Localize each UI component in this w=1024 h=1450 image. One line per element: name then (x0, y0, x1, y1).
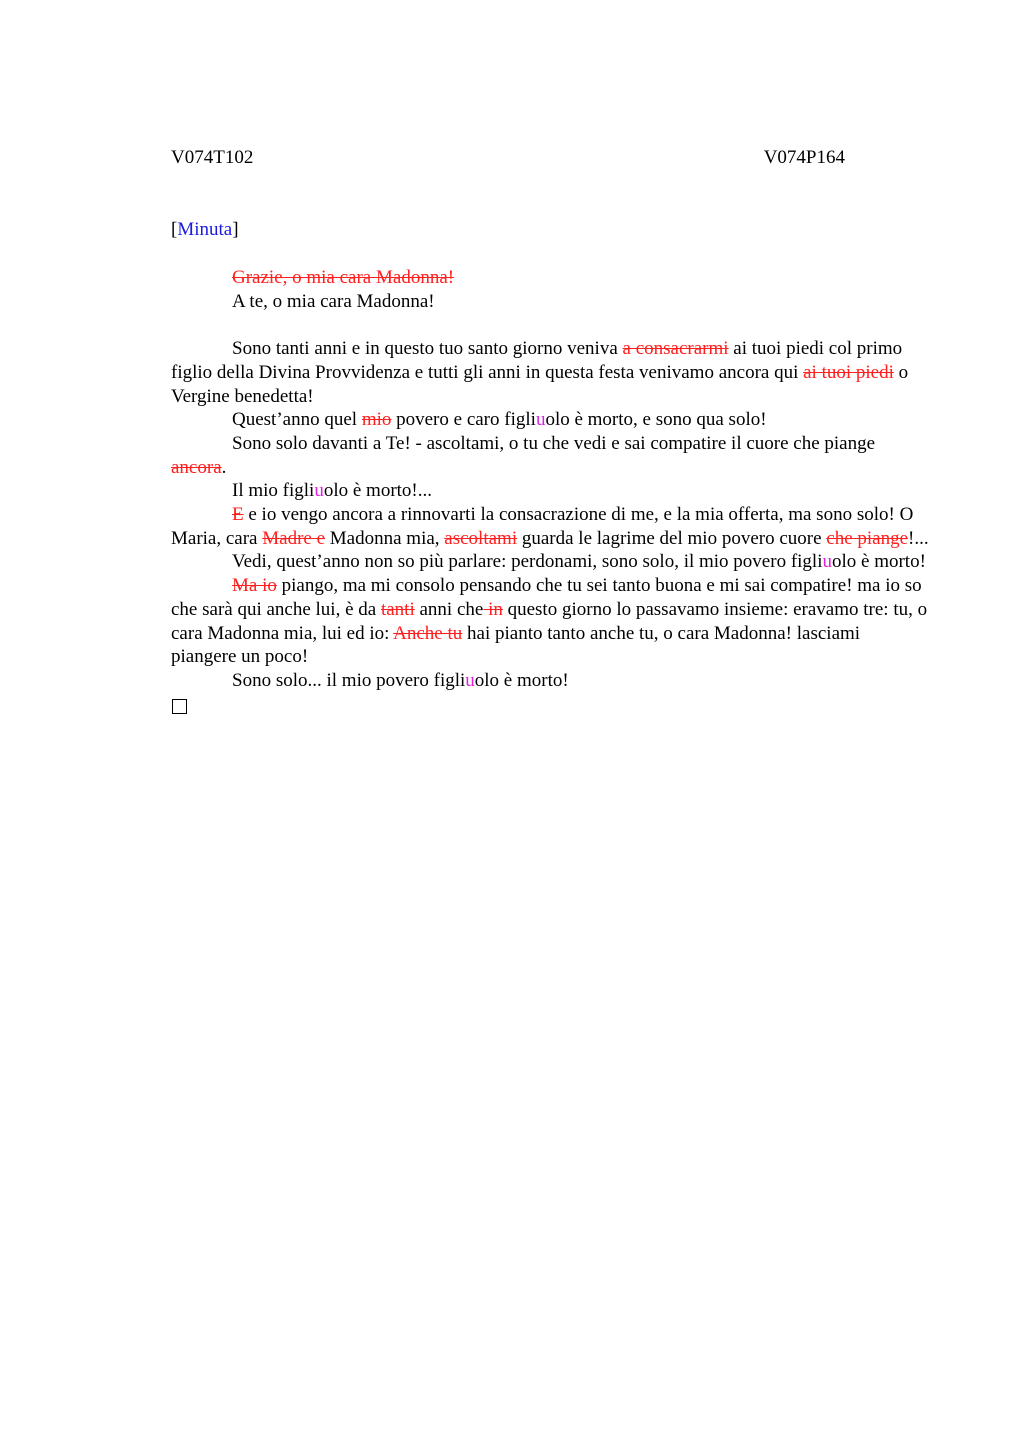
deleted-text: tanti (380, 598, 415, 620)
deleted-text: ancora (171, 456, 222, 478)
document-code: V074T102 (171, 147, 254, 168)
text-run: e io vengo ancora a rinnovarti la consacrazione di me, e la mia offerta, ma sono solo! O Maria, cara (171, 504, 914, 549)
title-deleted (171, 266, 929, 290)
title-line (171, 290, 929, 314)
inserted-letter: u (822, 551, 832, 573)
letter-body (171, 266, 929, 714)
paragraph-4 (171, 479, 929, 503)
inserted-letter: u (314, 480, 324, 502)
text-run: olo è morto, e sono qua solo! (545, 409, 767, 431)
inserted-letter: u (535, 409, 546, 431)
paragraph-8 (171, 669, 929, 693)
paragraph-7 (171, 574, 929, 669)
text-run: hai pianto tanto anche tu, o cara Madonna! lasciami piangere un poco! (171, 622, 861, 668)
paragraph-5 (171, 503, 929, 550)
title-text: A te, o mia cara Madonna! (232, 290, 435, 312)
deleted-text: mio (361, 409, 392, 431)
text-run: questo giorno lo passavamo insieme: eravamo tre: tu, o cara Madonna mia, lui ed io: (171, 598, 928, 644)
section-label-text: Minuta (177, 219, 233, 240)
text-run: anni che (414, 598, 484, 620)
text-run: Sono solo davanti a Te! - ascoltami, o tu che vedi e sai compatire il cuore che piange (232, 432, 876, 454)
inserted-letter: u (465, 669, 475, 691)
text-run: piango, ma mi consolo pensando che tu sei tanto buona e mi sai compatire! ma io so che sarà qui anche lui, è da (171, 575, 922, 620)
bracket-close: ] (232, 219, 239, 240)
text-run: Quest’anno quel (232, 409, 362, 431)
text-run: !... (908, 527, 929, 549)
text-run: olo è morto! (474, 669, 569, 691)
paragraph-3 (171, 432, 929, 479)
deleted-text: ascoltami (444, 527, 518, 549)
text-run: Sono solo... il mio povero figli (232, 669, 466, 691)
deleted-text: Anche tu (393, 622, 463, 644)
text-run: o Vergine benedetta! (171, 361, 909, 407)
text-run: Il mio figli (232, 480, 315, 502)
text-run: Sono tanti anni e in questo tuo santo giorno veniva (232, 338, 623, 360)
text-run: . (221, 456, 227, 478)
text-run: guarda le lagrime del mio povero cuore (517, 527, 827, 549)
deleted-text: Ma io (232, 575, 277, 597)
text-run: ai tuoi piedi col primo figlio della Divina Provvidenza e tutti gli anni in questa festa venivamo ancora qui (171, 338, 903, 383)
bracket-open: [ (171, 219, 178, 240)
deleted-text: in (483, 598, 503, 620)
deleted-text: che piange (826, 527, 909, 549)
deleted-text: ai tuoi piedi (803, 361, 894, 383)
end-box-icon (172, 699, 187, 714)
text-run: Madonna mia, (325, 527, 445, 549)
section-label (171, 218, 239, 242)
deleted-text: Madre e (262, 527, 326, 549)
deleted-text: E (232, 504, 244, 526)
text-run: Vedi, quest’anno non so più parlare: perdonami, sono solo, il mio povero figli (232, 551, 823, 573)
paragraph-6 (171, 550, 929, 574)
text-run: olo è morto! (831, 551, 926, 573)
paragraph-1 (171, 337, 929, 408)
paragraph-2 (171, 408, 929, 432)
text-run: povero e caro figli (391, 409, 536, 431)
deleted-text: Grazie, o mia cara Madonna! (232, 267, 455, 288)
page-code: V074P164 (763, 147, 845, 168)
text-run: olo è morto!... (323, 480, 433, 502)
deleted-text: a consacrarmi (622, 338, 729, 360)
